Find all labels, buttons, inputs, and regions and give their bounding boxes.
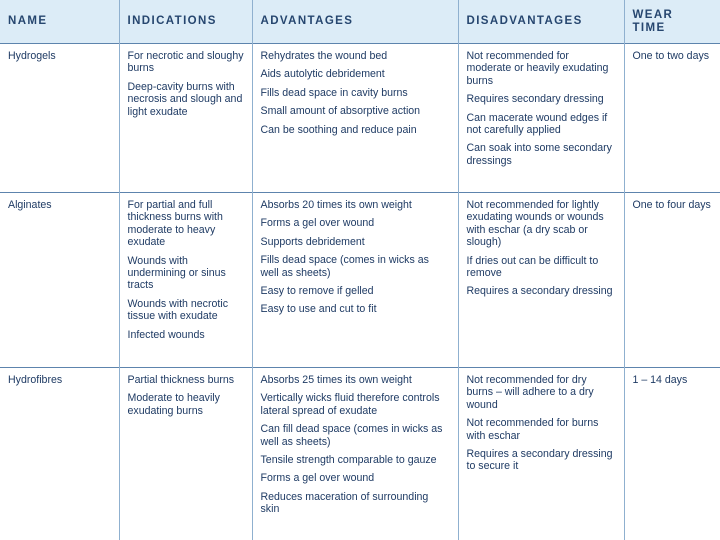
list-item: Vertically wicks fluid therefore controls lateral spread of exudate: [260, 392, 440, 417]
list-item: Not recommended for burns with eschar: [466, 417, 599, 442]
list-item: Easy to remove if gelled: [260, 285, 374, 298]
list-item: Absorbs 20 times its own weight: [260, 199, 412, 211]
cell-name: Hydrogels: [8, 50, 56, 62]
table-body: [0, 44, 720, 540]
header-wear-time: [624, 0, 720, 44]
header-advantages: ADVANTAGES: [252, 0, 458, 44]
list-item: Tensile strength comparable to gauze: [260, 454, 437, 467]
list-item: Forms a gel over wound: [260, 217, 375, 230]
list-item: Requires a secondary dressing to secure it: [466, 448, 613, 473]
cell-disadvantages: [458, 193, 624, 368]
list-item: Supports debridement: [260, 235, 365, 248]
header-row: [0, 0, 720, 44]
list-item: For partial and full thickness burns with moderate to heavy exudate: [127, 199, 223, 249]
header-disadvantages: DISADVANTAGES: [458, 0, 624, 44]
list-item: Wounds with necrotic tissue with exudate: [127, 297, 228, 323]
list-item: Deep-cavity burns with necrosis and slough and light exudate: [127, 80, 243, 118]
list-item: Fills dead space in cavity burns: [260, 86, 408, 99]
list-item: Absorbs 25 times its own weight: [260, 374, 412, 386]
list-item: Wounds with undermining or sinus tracts: [127, 254, 226, 292]
cell-disadvantages: [458, 44, 624, 193]
cell-advantages: [252, 368, 458, 540]
list-item: Moderate to heavily exudating burns: [127, 392, 220, 417]
list-item: Can fill dead space (comes in wicks as well as sheets): [260, 423, 443, 448]
list-item: Can be soothing and reduce pain: [260, 123, 417, 136]
list-item: Not recommended for lightly exudating wounds or wounds with eschar (a dry scab or slough): [466, 199, 604, 249]
table-row: [0, 44, 720, 193]
list-item: Reduces maceration of surrounding skin: [260, 490, 429, 516]
table-row: [0, 193, 720, 368]
cell-name: Hydrofibres: [8, 374, 63, 386]
list-item: Requires secondary dressing: [466, 93, 604, 106]
list-item: Fills dead space (comes in wicks as well as sheets): [260, 254, 429, 279]
list-item: Rehydrates the wound bed: [260, 50, 388, 62]
header-indications: INDICATIONS: [119, 0, 252, 44]
table-header: [0, 0, 720, 44]
list-item: Can soak into some secondary dressings: [466, 142, 612, 167]
header-name: NAME: [0, 0, 119, 44]
list-item: Easy to use and cut to fit: [260, 303, 377, 316]
cell-name: Alginates: [8, 199, 52, 211]
cell-wear-time: 1 – 14 days: [624, 368, 720, 540]
list-item: Aids autolytic debridement: [260, 68, 385, 81]
cell-wear-time: One to two days: [624, 44, 720, 193]
cell-disadvantages: [458, 368, 624, 540]
cell-indications: [119, 368, 252, 540]
cell-advantages: [252, 193, 458, 368]
list-item: Infected wounds: [127, 328, 205, 341]
list-item: If dries out can be difficult to remove: [466, 254, 599, 280]
table-row: [0, 368, 720, 540]
cell-advantages: [252, 44, 458, 193]
header-wear-time-line1: WEAR: [632, 8, 674, 21]
list-item: Partial thickness burns: [127, 374, 235, 386]
list-item: Can macerate wound edges if not carefully applied: [466, 111, 608, 137]
list-item: Not recommended for dry burns – will adhere to a dry wound: [466, 374, 594, 411]
cell-indications: [119, 193, 252, 368]
list-item: Small amount of absorptive action: [260, 105, 421, 118]
list-item: Requires a secondary dressing: [466, 285, 613, 298]
list-item: For necrotic and sloughy burns: [127, 50, 244, 75]
list-item: Not recommended for moderate or heavily exudating burns: [466, 50, 609, 87]
header-wear-time-line2: TIME: [632, 21, 666, 34]
cell-wear-time: One to four days: [624, 193, 720, 368]
cell-indications: [119, 44, 252, 193]
list-item: Forms a gel over wound: [260, 472, 375, 485]
